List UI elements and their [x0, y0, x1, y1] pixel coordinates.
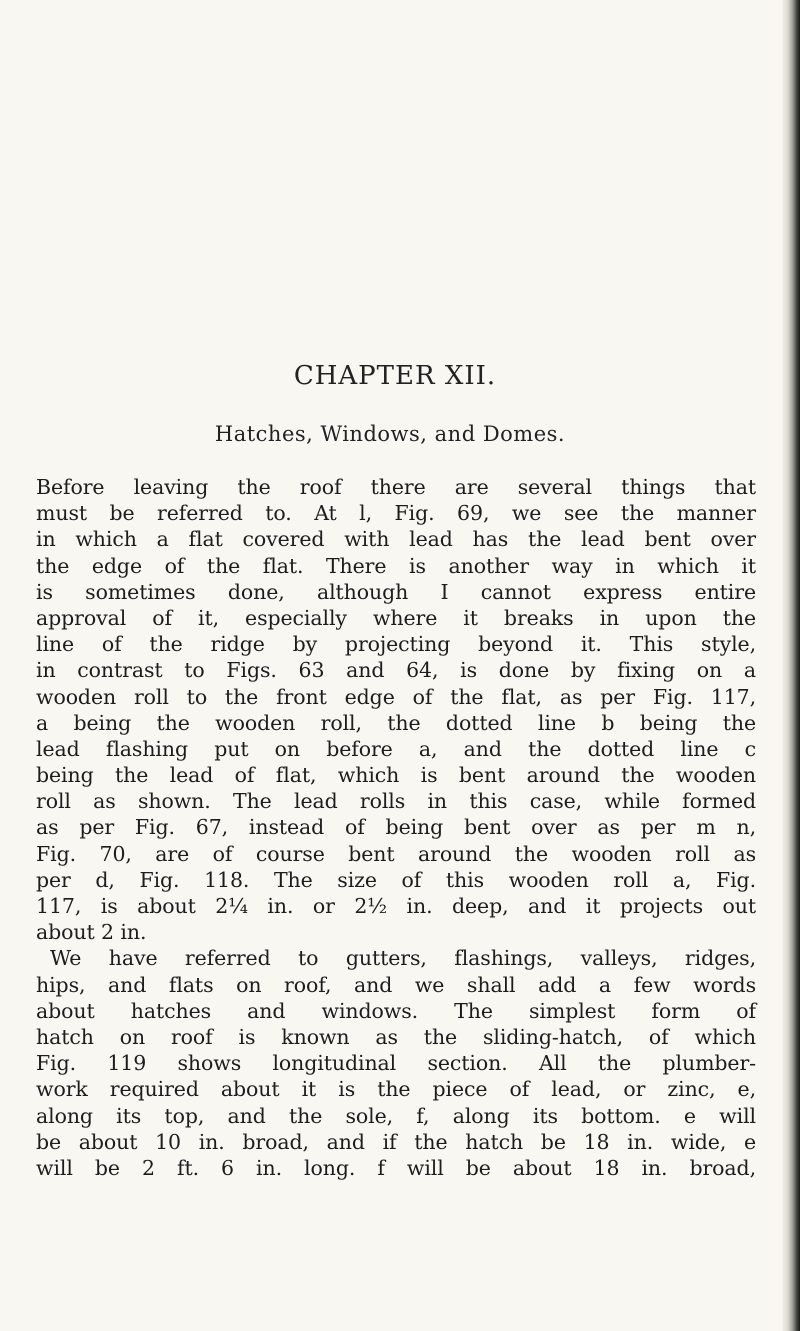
body-text [36, 474, 756, 1181]
chapter-heading: CHAPTER XII. [293, 361, 497, 391]
section-heading: Hatches, Windows, and Domes. [214, 422, 566, 446]
text-line: in which a flat covered with lead has the lead bent over [36, 527, 756, 552]
text-line: wooden roll to the front edge of the flat, as per Fig. 117, [36, 684, 756, 709]
text-line: Fig. 119 shows longitudinal section. All the plumber- [36, 1051, 756, 1076]
text-line: along its top, and the sole, f, along its bottom. e will [36, 1103, 756, 1128]
text-line: in contrast to Figs. 63 and 64, is done by fixing on a [36, 658, 756, 683]
text-line: hips, and flats on roof, and we shall add a few words [36, 972, 756, 997]
text-line: a being the wooden roll, the dotted line b being the [36, 710, 756, 735]
text-line: line of the ridge by projecting beyond it. This style, [36, 632, 756, 657]
text-line: Before leaving the roof there are several things that [36, 475, 756, 499]
text-line: We have referred to gutters, flashings, valleys, ridges, [50, 946, 756, 971]
text-line: work required about it is the piece of lead, or zinc, e, [36, 1077, 756, 1102]
text-line: hatch on roof is known as the sliding-hatch, of which [36, 1024, 756, 1049]
text-line: Fig. 70, are of course bent around the wooden roll as [36, 841, 756, 866]
text-line: per d, Fig. 118. The size of this wooden roll a, Fig. [36, 867, 756, 892]
text-line: about 2 in. [36, 920, 147, 945]
text-line: about hatches and windows. The simplest form of [36, 998, 756, 1023]
text-line: approval of it, especially where it breaks in upon the [36, 605, 756, 630]
text-line: must be referred to. At l, Fig. 69, we see the manner [36, 501, 756, 526]
text-line: as per Fig. 67, instead of being bent over as per m n, [36, 815, 756, 840]
text-line: be about 10 in. broad, and if the hatch be 18 in. wide, e [36, 1129, 756, 1154]
page-spine-edge [782, 0, 800, 1331]
text-line: is sometimes done, although I cannot express entire [36, 579, 756, 604]
text-line: lead flashing put on before a, and the dotted line c [36, 736, 756, 761]
text-line: roll as shown. The lead rolls in this case, while formed [36, 789, 756, 814]
text-line: will be 2 ft. 6 in. long. f will be about 18 in. broad, [36, 1155, 756, 1180]
text-line: being the lead of flat, which is bent around the wooden [36, 763, 756, 788]
text-line: 117, is about 2¼ in. or 2½ in. deep, and it projects out [36, 894, 756, 918]
text-line: the edge of the flat. There is another way in which it [36, 553, 756, 578]
